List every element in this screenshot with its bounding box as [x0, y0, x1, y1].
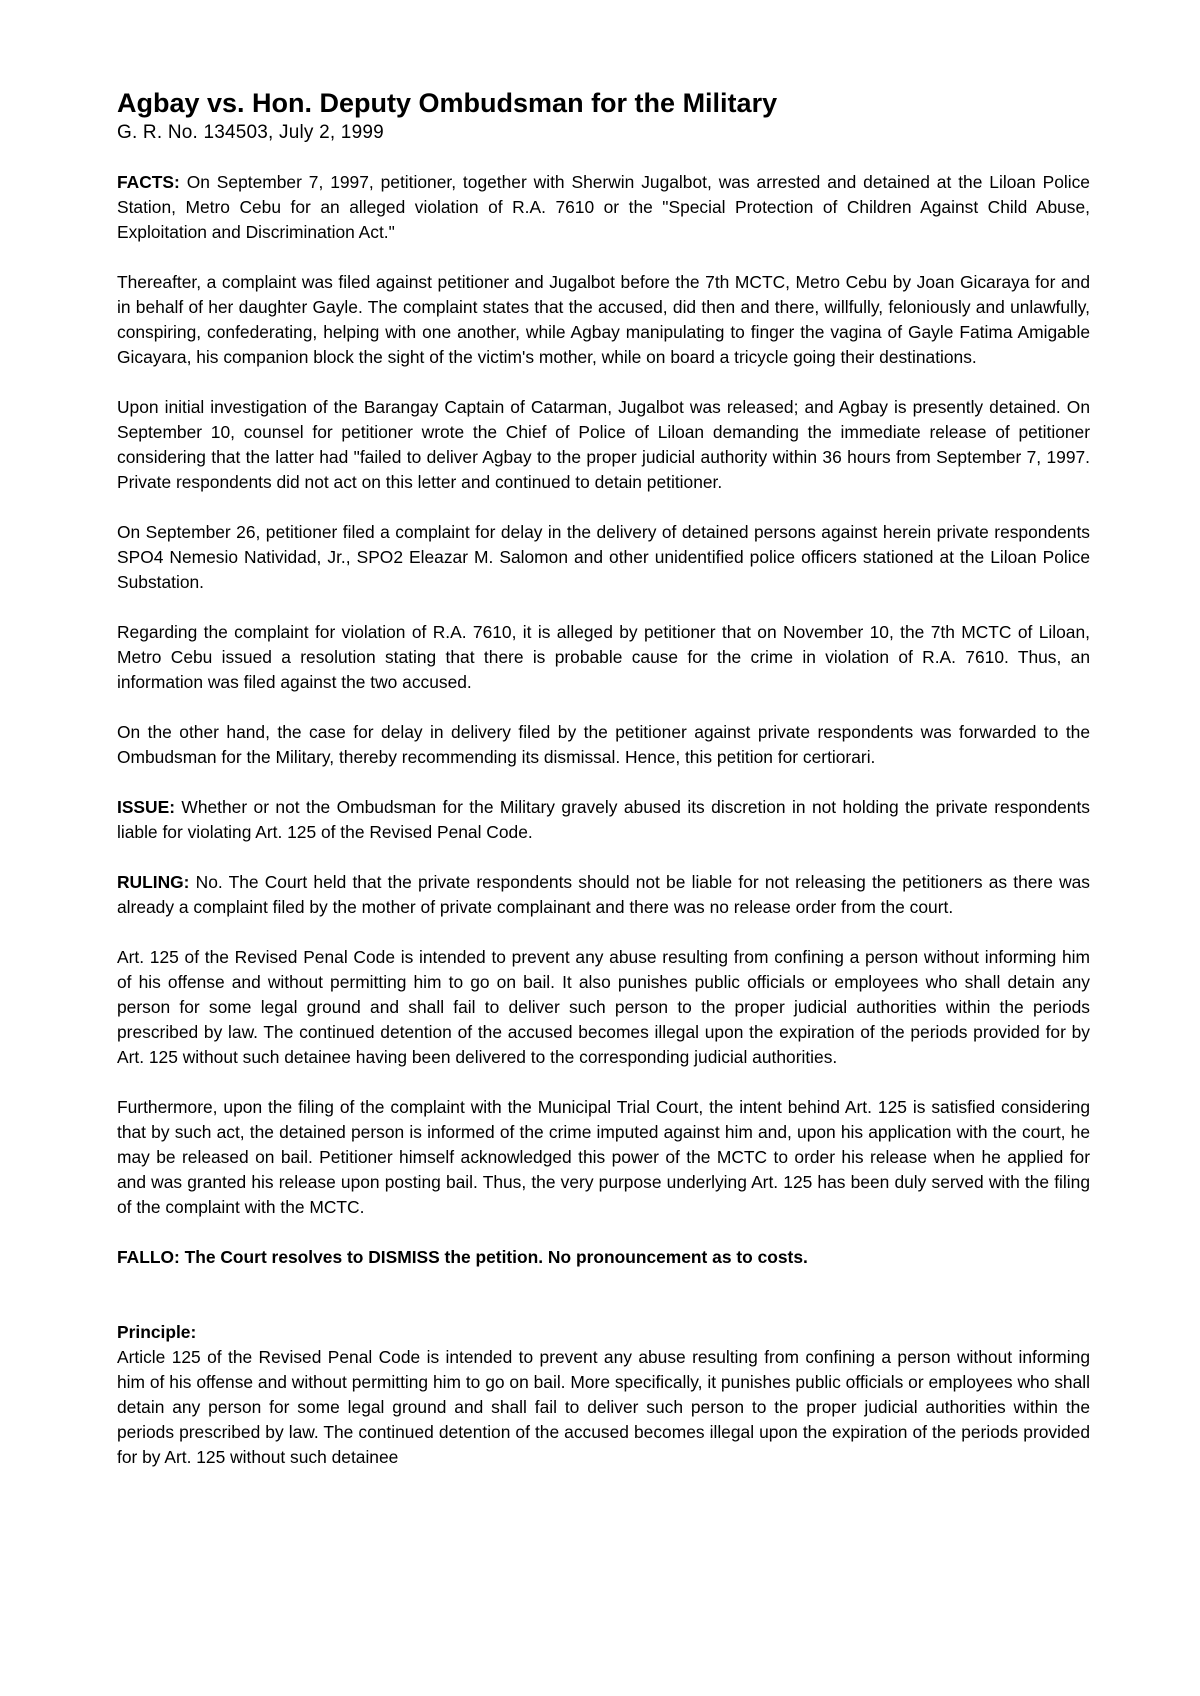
spacer — [117, 1295, 1090, 1320]
facts-label: FACTS: — [117, 172, 180, 192]
facts-paragraph-4: On September 26, petitioner filed a complaint for delay in the delivery of detained persons against herein private respondents SPO4 Nemesio Natividad, Jr., SPO2 Eleazar M. Salomon and other unidentified police officers stationed at the Liloan Police Substation. — [117, 522, 1090, 592]
ruling-label: RULING: — [117, 872, 190, 892]
ruling-paragraph-2: Art. 125 of the Revised Penal Code is intended to prevent any abuse resulting from confining a person without informing him of his offense and without permitting him to go on bail. It also punishes public officials or employees who shall detain any person for some legal ground and shall fail to deliver such person to the proper judicial authorities within the periods prescribed by law. The continued detention of the accused becomes illegal upon the expiration of the periods provided for by Art. 125 without such detainee having been delivered to the corresponding judicial authorities. — [117, 947, 1090, 1067]
ruling-text-1: No. The Court held that the private respondents should not be liable for not releasing the petitioners as there was already a complaint filed by the mother of private complainant and there was no release order from the court. — [117, 872, 1090, 917]
facts-text-1: On September 7, 1997, petitioner, together with Sherwin Jugalbot, was arrested and detained at the Liloan Police Station, Metro Cebu for an alleged violation of R.A. 7610 or the "Special Protection of Children Against Child Abuse, Exploitation and Discrimination Act." — [117, 172, 1090, 242]
ruling-paragraph-1 — [117, 870, 1090, 920]
facts-paragraph-3: Upon initial investigation of the Barangay Captain of Catarman, Jugalbot was released; and Agbay is presently detained. On September 10, counsel for petitioner wrote the Chief of Police of Liloan demanding the immediate release of petitioner considering that the latter had "failed to deliver Agbay to the proper judicial authority within 36 hours from September 7, 1997. Private respondents did not act on this letter and continued to detain petitioner. — [117, 397, 1090, 492]
issue-paragraph — [117, 795, 1090, 845]
facts-paragraph-5: Regarding the complaint for violation of R.A. 7610, it is alleged by petitioner that on November 10, the 7th MCTC of Liloan, Metro Cebu issued a resolution stating that there is probable cause for the crime in violation of R.A. 7610. Thus, an information was filed against the two accused. — [117, 622, 1090, 692]
document-page — [117, 86, 1090, 1495]
fallo-paragraph: FALLO: The Court resolves to DISMISS the petition. No pronouncement as to costs. — [117, 1247, 808, 1267]
case-citation: G. R. No. 134503, July 2, 1999 — [117, 122, 384, 143]
issue-text: Whether or not the Ombudsman for the Military gravely abused its discretion in not holding the private respondents liable for violating Art. 125 of the Revised Penal Code. — [117, 797, 1090, 842]
ruling-paragraph-3: Furthermore, upon the filing of the complaint with the Municipal Trial Court, the intent behind Art. 125 is satisfied considering that by such act, the detained person is informed of the crime imputed against him and, upon his application with the court, he may be released on bail. Petitioner himself acknowledged this power of the MCTC to order his release when he applied for and was granted his release upon posting bail. Thus, the very purpose underlying Art. 125 has been duly served with the filing of the complaint with the MCTC. — [117, 1097, 1090, 1217]
facts-paragraph-6: On the other hand, the case for delay in delivery filed by the petitioner against private respondents was forwarded to the Ombudsman for the Military, thereby recommending its dismissal. Hence, this petition for certiorari. — [117, 722, 1090, 767]
facts-paragraph-2: Thereafter, a complaint was filed against petitioner and Jugalbot before the 7th MCTC, Metro Cebu by Joan Gicaraya for and in behalf of her daughter Gayle. The complaint states that the accused, did then and there, willfully, feloniously and unlawfully, conspiring, confederating, helping with one another, while Agbay manipulating to finger the vagina of Gayle Fatima Amigable Gicayara, his companion block the sight of the victim's mother, while on board a tricycle going their destinations. — [117, 272, 1090, 367]
case-title: Agbay vs. Hon. Deputy Ombudsman for the Military — [117, 88, 778, 118]
principle-paragraph: Article 125 of the Revised Penal Code is intended to prevent any abuse resulting from confining a person without informing him of his offense and without permitting him to go on bail. More specifically, it punishes public officials or employees who shall detain any person for some legal ground and shall fail to deliver such person to the proper judicial authorities within the periods prescribed by law. The continued detention of the accused becomes illegal upon the expiration of the periods provided for by Art. 125 without such detainee — [117, 1347, 1090, 1467]
facts-paragraph-1 — [117, 170, 1090, 245]
issue-label: ISSUE: — [117, 797, 175, 817]
principle-label: Principle: — [117, 1322, 197, 1342]
